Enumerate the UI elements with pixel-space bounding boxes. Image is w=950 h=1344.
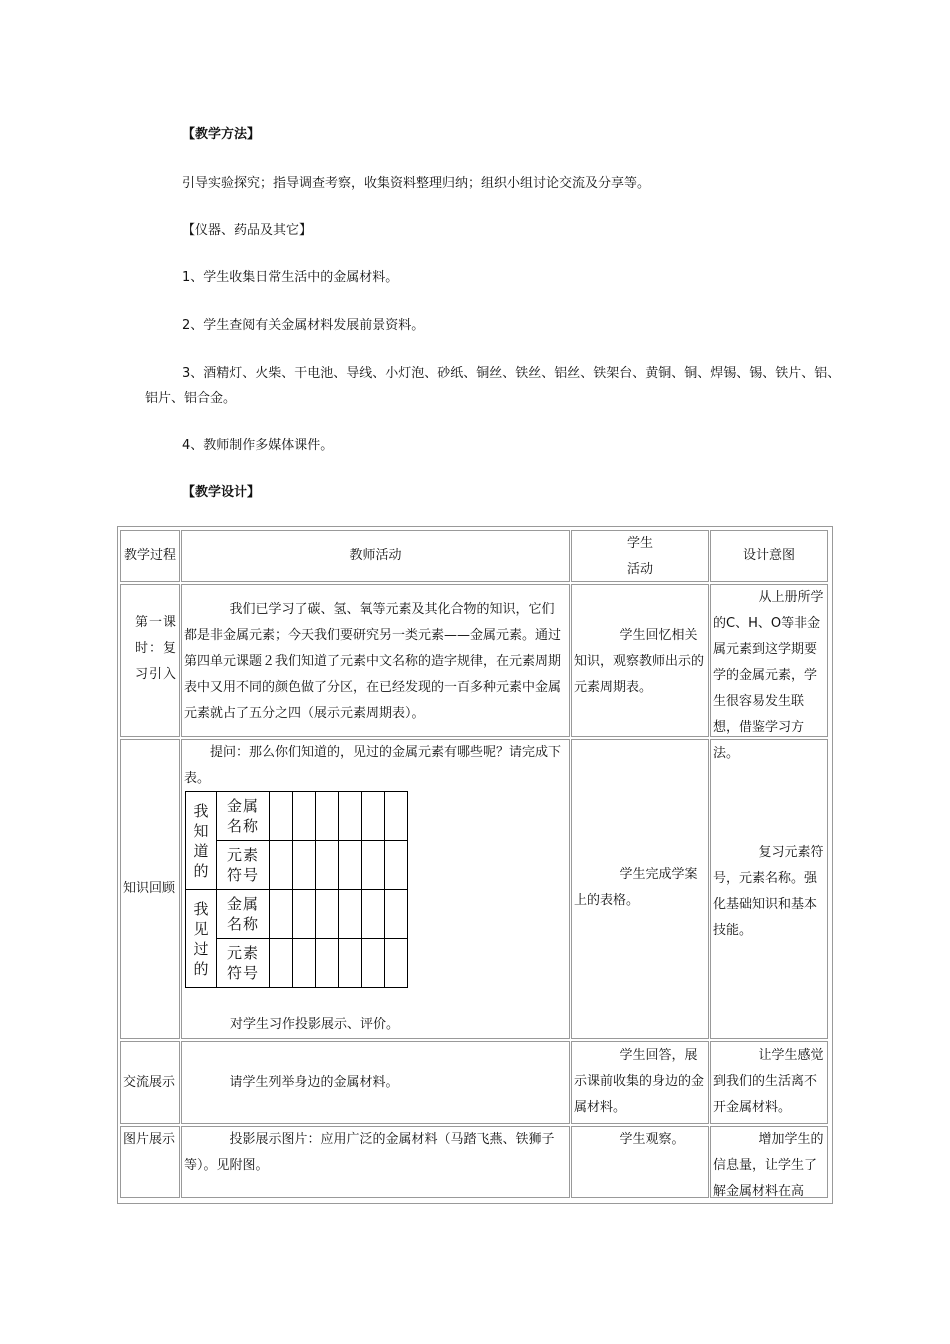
row3-teacher: 请学生列举身边的金属材料。 [181,1041,570,1124]
row1-teacher: 我们已学习了碳、氢、氧等元素及其化合物的知识，它们都是非金属元素；今天我们要研究另一类元素——金属元素。通过第四单元课题２我们知道了元素中文名称的造字规律，在元素周期表中又用不同的颜色做了分区，在已经发现的一百多种元素中金属元素就占了五分之四（展示元素周期表）。 [181,584,570,737]
header-student: 学生 活动 [571,530,709,582]
blank-cell[interactable] [316,939,339,988]
row4-student: 学生观察。 [571,1126,709,1198]
blank-cell[interactable] [385,792,408,841]
blank-cell[interactable] [385,841,408,890]
blank-cell[interactable] [339,841,362,890]
row1-student: 学生回忆相关知识，观察教师出示的元素周期表。 [571,584,709,737]
blank-cell[interactable] [270,792,293,841]
blank-cell[interactable] [339,939,362,988]
heading-tools: 【仪器、药品及其它】 [182,223,313,238]
blank-cell[interactable] [316,890,339,939]
row1-intent: 从上册所学的C、H、O等非金属元素到这学期要学的金属元素，学生很容易发生联想，借鉴学习方法。 [710,584,828,737]
blank-cell[interactable] [362,841,385,890]
blank-cell[interactable] [293,841,316,890]
row1-process: 第一课时：复习引入 [120,584,180,737]
row2-teacher: 提问：那么你们知道的，见过的金属元素有哪些呢？请完成下表。 [181,739,570,1039]
blank-cell[interactable] [293,890,316,939]
heading-method: 【教学方法】 [182,127,261,142]
tools-item-4: 4、教师制作多媒体课件。 [182,438,334,453]
blank-cell[interactable] [270,890,293,939]
label-element-symbol: 元素 符号 [217,841,270,890]
row2-teacher-bottom: 对学生习作投影展示、评价。 [230,1017,400,1032]
row4-process: 图片展示 [120,1126,180,1198]
label-element-symbol: 元素 符号 [217,939,270,988]
label-metal-name: 金属 名称 [217,890,270,939]
blank-cell[interactable] [339,890,362,939]
tools-item-3-cont: 铝片、铝合金。 [145,391,237,406]
blank-cell[interactable] [316,792,339,841]
header-teacher: 教师活动 [181,530,570,582]
row2-student: 学生完成学案上的表格。 [571,739,709,1039]
method-text: 引导实验探究；指导调查考察，收集资料整理归纳；组织小组讨论交流及分享等。 [182,176,651,191]
blank-cell[interactable] [362,939,385,988]
blank-cell[interactable] [339,792,362,841]
row3-process: 交流展示 [120,1041,180,1124]
row2-process: 知识回顾 [120,739,180,1039]
blank-cell[interactable] [270,939,293,988]
group-known-label: 我 知 道 的 [186,792,217,890]
blank-cell[interactable] [362,890,385,939]
row2-intent: 复习元素符号，元素名称。强化基础知识和基本技能。 [710,739,828,1039]
blank-cell[interactable] [293,939,316,988]
blank-cell[interactable] [316,841,339,890]
heading-design: 【教学设计】 [182,485,261,500]
tools-item-1: 1、学生收集日常生活中的金属材料。 [182,270,399,285]
metal-elements-worksheet [185,791,408,988]
tools-item-3: 3、酒精灯、火柴、干电池、导线、小灯泡、砂纸、铜丝、铁丝、铝丝、铁架台、黄铜、铜、焊锡、锡、铁片、铝、 [182,366,841,381]
row4-intent: 增加学生的信息量，让学生了解金属材料在高 [710,1126,828,1198]
blank-cell[interactable] [385,939,408,988]
header-process: 教学过程 [120,530,180,582]
group-seen-label: 我 见 过 的 [186,890,217,988]
row3-intent: 让学生感觉到我们的生活离不开金属材料。 [710,1041,828,1124]
header-intent: 设计意图 [710,530,828,582]
blank-cell[interactable] [362,792,385,841]
row4-teacher: 投影展示图片：应用广泛的金属材料（马踏飞燕、铁狮子等）。见附图。 [181,1126,570,1198]
blank-cell[interactable] [270,841,293,890]
label-metal-name: 金属 名称 [217,792,270,841]
blank-cell[interactable] [293,792,316,841]
tools-item-2: 2、学生查阅有关金属材料发展前景资料。 [182,318,425,333]
row3-student: 学生回答，展示课前收集的身边的金属材料。 [571,1041,709,1124]
blank-cell[interactable] [385,890,408,939]
